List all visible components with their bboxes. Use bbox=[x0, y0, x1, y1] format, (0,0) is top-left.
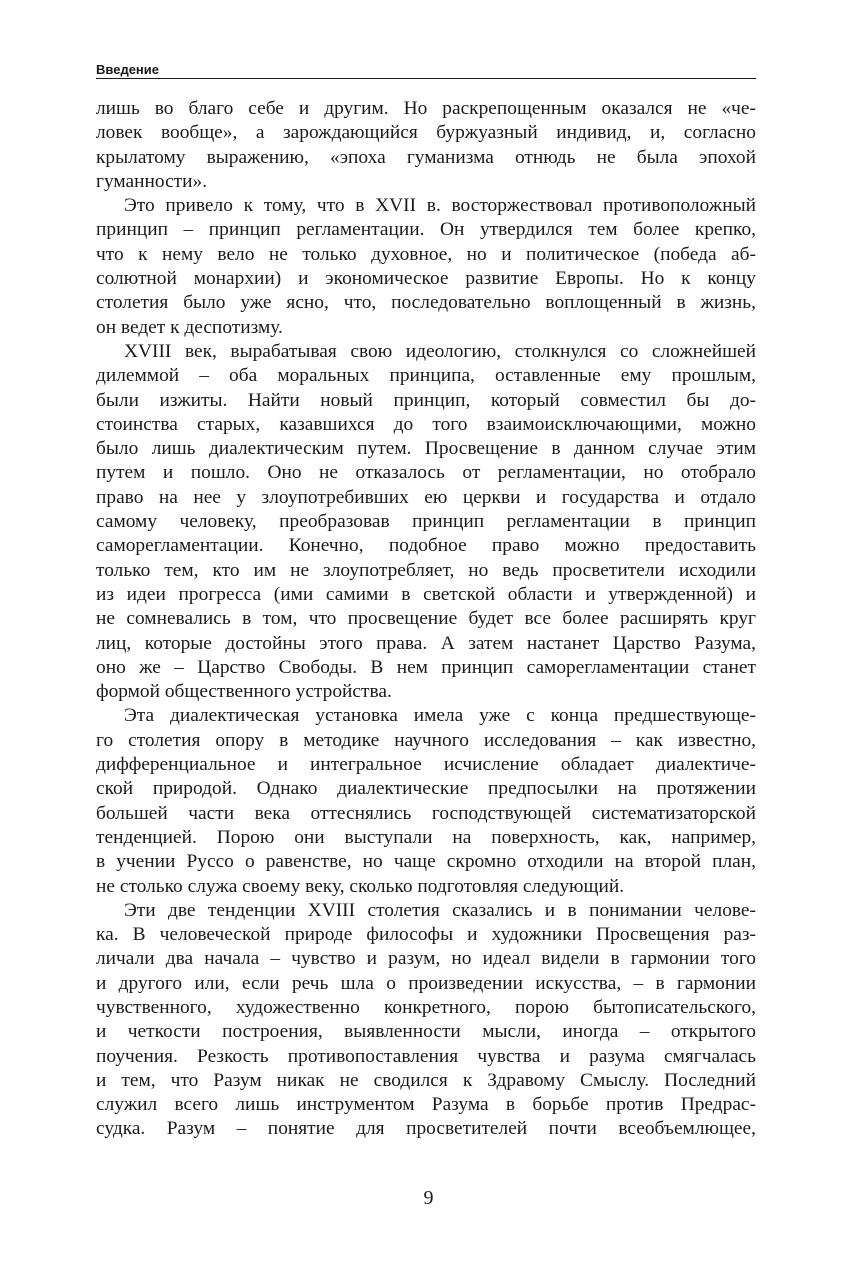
text-line: дилеммой – оба моральных принципа, оставленные ему прошлым, bbox=[96, 365, 756, 387]
text-line: лишь во благо себе и другим. Но раскрепощенным оказался не «че- bbox=[96, 98, 756, 119]
text-line: личали два начала – чувство и разум, но идеал видели в гармонии того bbox=[96, 948, 756, 970]
text-line: не столько служа своему веку, сколько подготовляя следующий. bbox=[96, 875, 625, 897]
text-line: тенденцией. Порою они выступали на поверхность, как, например, bbox=[96, 826, 756, 848]
text-line: из идеи прогресса (ими самими в светской области и утвержденной) и bbox=[96, 583, 756, 605]
text-line: Эта диалектическая установка имела уже с конца предшествующе- bbox=[124, 705, 756, 727]
text-line: столетия было уже ясно, что, последовательно воплощенный в жизнь, bbox=[96, 292, 756, 314]
text-line: и тем, что Разум никак не сводился к Здравому Смыслу. Последний bbox=[96, 1069, 756, 1091]
text-line: гуманности». bbox=[96, 170, 208, 192]
text-line: и четкости построения, выявленности мысли, иногда – открытого bbox=[96, 1021, 756, 1043]
text-line: самому человеку, преобразовав принцип регламентации в принцип bbox=[96, 511, 756, 533]
text-line: не сомневались в том, что просвещение будет все более расширять круг bbox=[96, 608, 756, 630]
text-line: ловек вообще», а зарождающийся буржуазный индивид, и, согласно bbox=[96, 122, 756, 144]
text-line: принцип – принцип регламентации. Он утвердился тем более крепко, bbox=[96, 219, 756, 241]
text-line: путем и пошло. Оно не отказалось от регламентации, но отобрало bbox=[96, 462, 756, 484]
text-line: стоинства старых, казавшихся до того взаимоисключающими, можно bbox=[96, 413, 756, 435]
text-line: право на нее у злоупотребивших ею церкви и государства и отдало bbox=[96, 486, 756, 508]
body-text bbox=[96, 97, 756, 1142]
running-header bbox=[96, 60, 756, 79]
text-line: судка. Разум – понятие для просветителей почти всеобъемлющее, bbox=[96, 1118, 756, 1140]
text-line: было лишь диалектическим путем. Просвещение в данном случае этим bbox=[96, 438, 756, 460]
paragraph bbox=[96, 899, 756, 1142]
text-line: в учении Руссо о равенстве, но чаще скромно отходили на второй план, bbox=[96, 851, 756, 873]
text-line: солютной монархии) и экономическое развитие Европы. Но к концу bbox=[96, 268, 756, 290]
text-line: крылатому выражению, «эпоха гуманизма отнюдь не была эпохой bbox=[96, 146, 756, 168]
text-line: служил всего лишь инструментом Разума в борьбе против Предрас- bbox=[96, 1094, 756, 1116]
text-line: были изжиты. Найти новый принцип, который совместил бы до- bbox=[96, 389, 756, 411]
text-line: Это привело к тому, что в XVII в. восторжествовал противоположный bbox=[124, 195, 756, 217]
text-line: ской природой. Однако диалектические предпосылки на протяжении bbox=[96, 778, 756, 800]
text-line: и другого или, если речь шла о произведении искусства, – в гармонии bbox=[96, 972, 756, 994]
text-line: большей части века оттеснялись господствующей систематизаторской bbox=[96, 802, 756, 824]
text-line: поучения. Резкость противопоставления чувства и разума смягчалась bbox=[96, 1045, 756, 1067]
text-line: саморегламентации. Конечно, подобное право можно предоставить bbox=[96, 535, 756, 557]
text-line: го столетия опору в методике научного исследования – как известно, bbox=[96, 729, 756, 751]
text-line: XVIII век, вырабатывая свою идеологию, столкнулся со сложнейшей bbox=[124, 340, 756, 362]
paragraph bbox=[96, 194, 756, 340]
paragraph bbox=[96, 340, 756, 704]
running-title: Введение bbox=[96, 62, 159, 77]
text-line: оно же – Царство Свободы. В нем принцип саморегламентации станет bbox=[96, 656, 756, 678]
paragraph bbox=[96, 97, 756, 194]
text-line: ка. В человеческой природе философы и художники Просвещения раз- bbox=[96, 924, 756, 946]
text-line: формой общественного устройства. bbox=[96, 681, 392, 703]
page-number: 9 bbox=[423, 1187, 434, 1209]
text-line: он ведет к деспотизму. bbox=[96, 316, 283, 338]
text-line: лиц, которые достойны этого права. А затем настанет Царство Разума, bbox=[96, 632, 756, 654]
text-line: дифференциальное и интегральное исчисление обладает диалектиче- bbox=[96, 754, 756, 776]
paragraph bbox=[96, 704, 756, 898]
text-line: только тем, кто им не злоупотребляет, но ведь просветители исходили bbox=[96, 559, 756, 581]
text-line: чувственного, художественно конкретного, порою бытописательского, bbox=[96, 996, 756, 1018]
text-line: Эти две тенденции XVIII столетия сказались и в понимании челове- bbox=[124, 899, 756, 921]
text-line: что к нему вело не только духовное, но и политическое (победа аб- bbox=[96, 243, 756, 265]
